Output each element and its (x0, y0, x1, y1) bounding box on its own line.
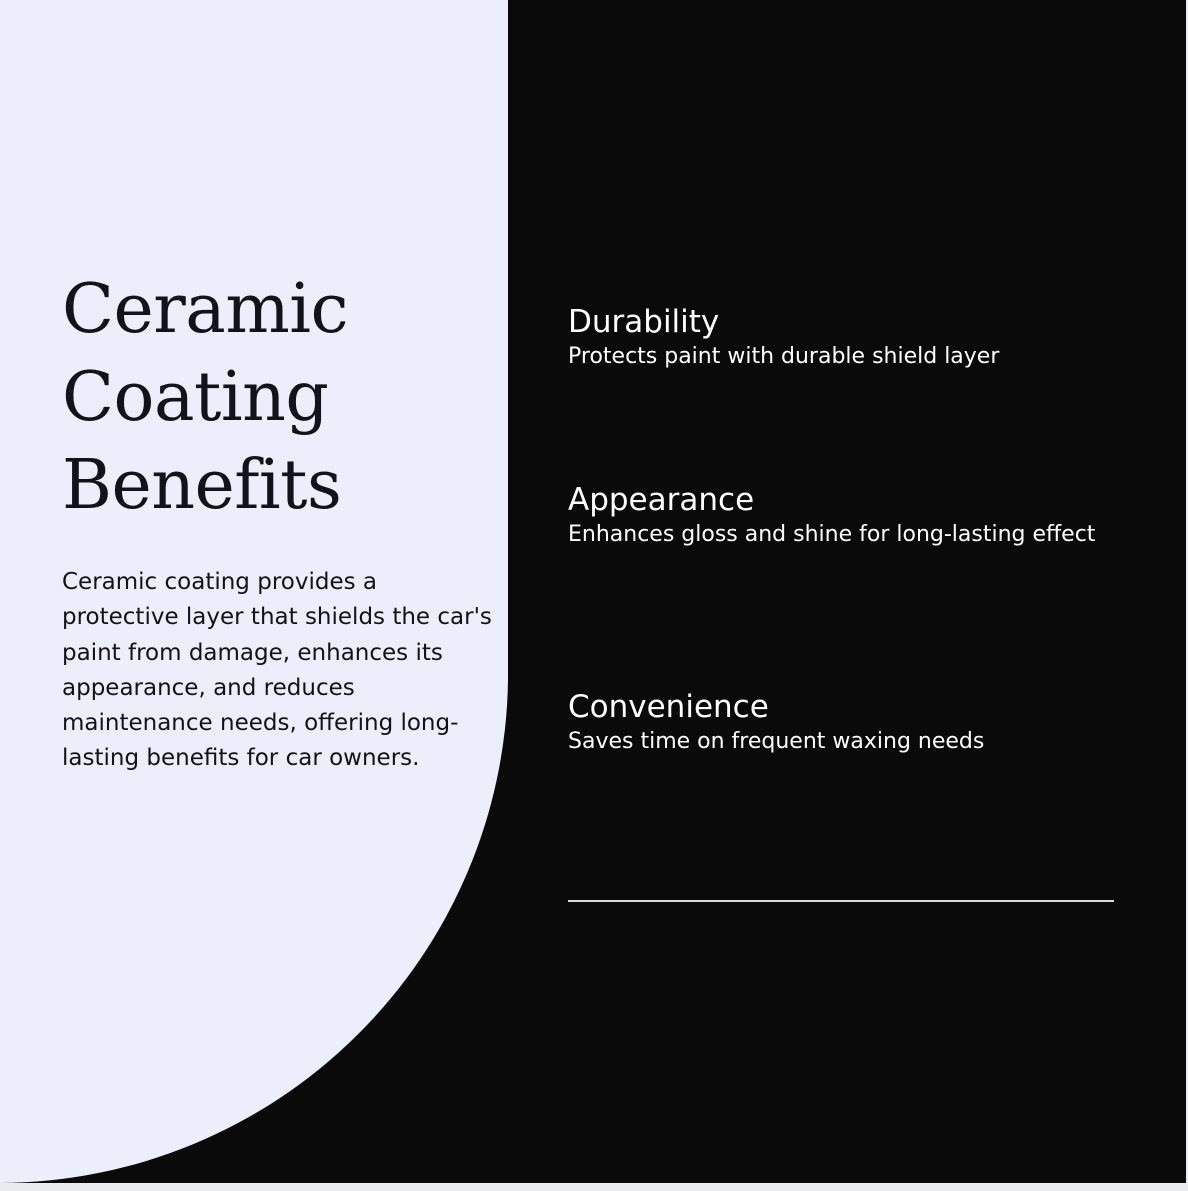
page-title (62, 266, 348, 530)
benefit-convenience (568, 687, 1113, 757)
benefit-description: Enhances gloss and shine for long-lasting effect (568, 522, 1096, 547)
title-line-1: Ceramic (62, 270, 349, 349)
benefit-title: Appearance (568, 482, 755, 518)
benefit-description: Saves time on frequent waxing needs (568, 729, 985, 754)
benefit-description: Protects paint with durable shield layer (568, 344, 1000, 369)
title-line-2: Coating (62, 358, 329, 437)
benefit-title: Convenience (568, 689, 769, 725)
divider-line (568, 900, 1114, 902)
benefit-title: Durability (568, 304, 720, 340)
title-line-3: Benefits (62, 446, 342, 525)
benefit-durability (568, 302, 1113, 372)
benefit-appearance (568, 480, 1113, 550)
intro-paragraph: Ceramic coating provides a protective layer that shields the car's paint from damage, enhances its appearance, and reduces maintenance needs, offering long-lasting benefits for car owners. (62, 569, 492, 772)
